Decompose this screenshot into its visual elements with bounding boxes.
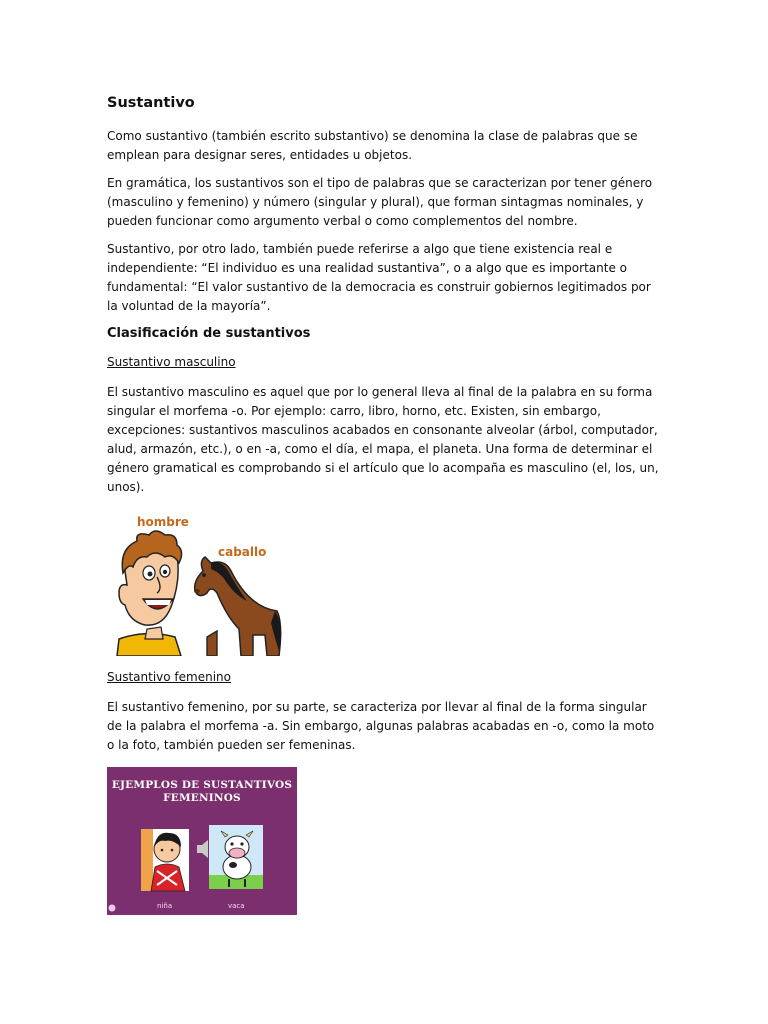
girl-picture [141, 829, 189, 891]
document-page [107, 93, 662, 915]
figure2-title-line2: FEMENINOS [163, 792, 241, 804]
subheading-femenino: Sustantivo femenino [107, 670, 232, 684]
section-heading: Clasificación de sustantivos [107, 326, 311, 341]
paragraph-definition: Como sustantivo (también escrito substantivo) se denomina la clase de palabras que se emplean para designar seres, entidades u objetos. [107, 129, 638, 162]
paragraph-meaning: Sustantivo, por otro lado, también puede referirse a algo que tiene existencia real e independiente: “El individuo es una realidad sustantiva”, o a algo que es importante o fundamental: “El valor sustantivo de la democracia es construir gobiernos legitimados por la voluntad de la mayoría”. [107, 242, 651, 313]
figure2-title-line1: EJEMPLOS DE SUSTANTIVOS [111, 779, 293, 791]
paragraph-femenino: El sustantivo femenino, por su parte, se caracteriza por llevar al final de la forma singular de la palabra el morfema -a. Sin embargo, algunas palabras acabadas en -o, como la moto o la foto, también pueden ser femeninas. [107, 700, 655, 752]
label-caballo: caballo [218, 545, 267, 559]
cow-picture [209, 825, 263, 889]
caption-nina: niña [157, 902, 173, 910]
horse-cartoon [194, 557, 281, 656]
caption-vaca: vaca [228, 902, 245, 910]
label-hombre: hombre [137, 515, 189, 529]
subheading-masculino: Sustantivo masculino [107, 355, 236, 369]
man-horse-illustration [107, 511, 282, 656]
man-cartoon [117, 531, 182, 656]
paragraph-masculino: El sustantivo masculino es aquel que por lo general lleva al final de la palabra en su forma singular el morfema -o. Por ejemplo: carro, libro, horno, etc. Existen, sin embargo, excepciones: sustantivos masculinos acabados en consonante alveolar (árbol, computador, alud, armazón, etc.), o en -a, como el día, el mapa, el planeta. Una forma de determinar el género gramatical es comprobando si el artículo que lo acompaña es masculino (el, los, un, unos). [107, 385, 659, 494]
figure-masculine-examples [107, 511, 282, 656]
figure-feminine-examples [107, 767, 297, 915]
feminine-illustration [107, 767, 297, 915]
paragraph-grammar: En gramática, los sustantivos son el tipo de palabras que se caracterizan por tener género (masculino y femenino) y número (singular y plural), que forman sintagmas nominales, y pueden funcionar como argumento verbal o como complementos del nombre. [107, 176, 653, 228]
page-title: Sustantivo [107, 95, 195, 111]
